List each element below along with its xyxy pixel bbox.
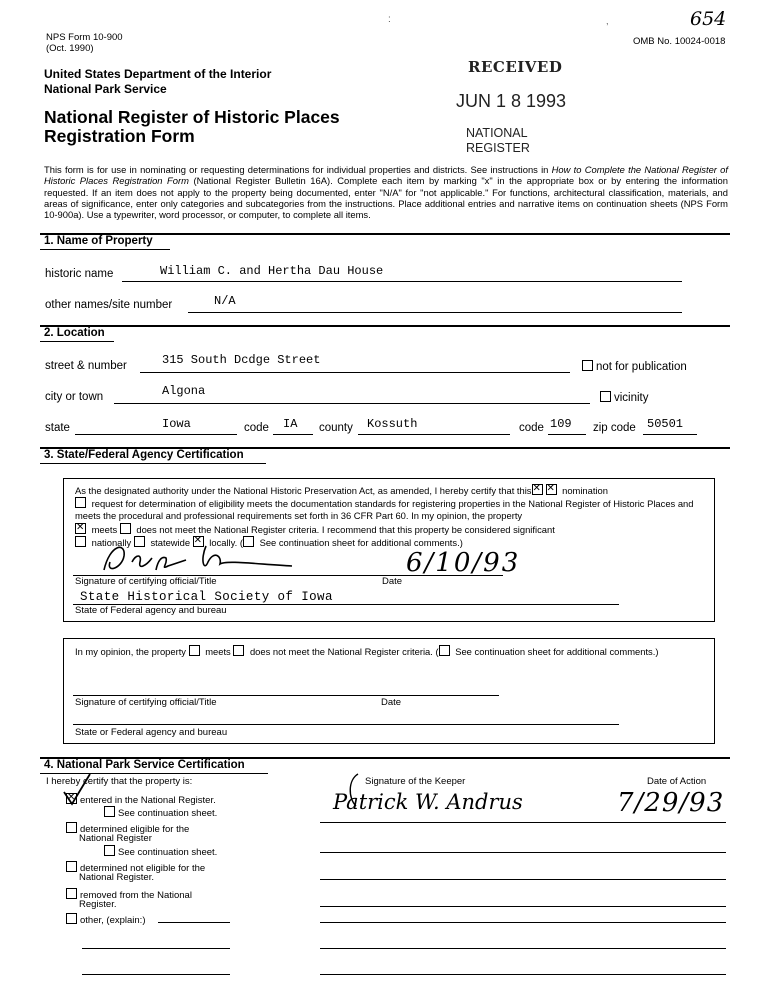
form-title-line2: Registration Form: [44, 126, 195, 146]
option-removed[interactable]: removed from the National: [66, 888, 192, 901]
agency-label: State of Federal agency and bureau: [75, 605, 227, 616]
option-eligible-continuation[interactable]: See continuation sheet.: [104, 845, 217, 858]
street-field[interactable]: 315 South Dcdge Street: [162, 353, 321, 367]
opinion-meets-checkbox[interactable]: [189, 645, 200, 656]
does-not-meet-checkbox[interactable]: [120, 523, 131, 534]
instructions: This form is for use in nominating or requesting determinations for individual properties and districts. See instructions in How to Complete the National Register of Historic Places Registration Form (National Register Bulletin 16A). Complete each item by marking "x" in the appropriate box or by entering the information requested. If an item does not apply to the property being documented, enter "N/A" for "not applicable." For functions, architectural classification, materials, and areas of significance, enter only categories and subcategories from the instructions. Place additional entries and narrative items on continuation sheets (NPS Form 10-900a). Use a typewriter, word processor, or computer, to complete all items.: [44, 164, 728, 221]
nps-intro: I hereby certify that the property is:: [46, 776, 193, 787]
option-eligible-line2: National Register: [79, 833, 152, 844]
nomination-checkbox-2[interactable]: [546, 484, 557, 495]
section-4-heading: 4. National Park Service Certification: [44, 759, 245, 771]
option-entered-continuation[interactable]: See continuation sheet.: [104, 806, 217, 819]
county-code-field[interactable]: 109: [550, 417, 572, 431]
historic-name-label: historic name: [45, 268, 114, 280]
action-date: 7/29/93: [617, 788, 725, 818]
county-label: county: [319, 422, 353, 434]
request-checkbox[interactable]: [75, 497, 86, 508]
form-id: NPS Form 10-900: [46, 32, 123, 43]
county-code-label: code: [519, 422, 544, 434]
department: United States Department of the Interior: [44, 67, 272, 81]
signature-official-label: Signature of certifying official/Title: [75, 576, 217, 587]
certifying-official-signature: [96, 540, 296, 578]
state-code-field[interactable]: IA: [283, 417, 298, 431]
vicinity-option[interactable]: vicinity: [600, 391, 649, 404]
county-field[interactable]: Kossuth: [367, 417, 418, 431]
option-removed-line2: Register.: [79, 899, 117, 910]
stamp-register: REGISTER: [466, 141, 530, 155]
other-checkbox[interactable]: [66, 913, 77, 924]
date-of-action-label: Date of Action: [647, 776, 707, 787]
eligible-checkbox[interactable]: [66, 822, 77, 833]
certification-date: 6/10/93: [406, 548, 521, 578]
option-other[interactable]: other, (explain:): [66, 913, 145, 926]
street-label: street & number: [45, 360, 127, 372]
section-2-heading: 2. Location: [44, 327, 105, 339]
option-not-eligible[interactable]: determined not eligible for the: [66, 861, 205, 874]
vicinity-checkbox[interactable]: [600, 391, 611, 402]
eligible-continuation-checkbox[interactable]: [104, 845, 115, 856]
other-names-label: other names/site number: [45, 299, 173, 311]
state-certification-text: As the designated authority under the National Historic Preservation Act, as amended, I hereby certify that this✕✕ nomination request for determination of eligibility meets the documentation standards for registering properties in the National Register of Historic Places and meets the procedural and professional requirements set forth in 36 CFR Part 60. In my opinion, the property ✕ meets does not meet the National Register criteria. I recommend that this property be considered significant nationally statewide ✕ locally. ( See continuation sheet for additional comments.): [75, 484, 705, 549]
state-label: state: [45, 422, 70, 434]
nomination-checkbox[interactable]: [532, 484, 543, 495]
option-not-eligible-line2: National Register.: [79, 872, 154, 883]
opinion-agency-label: State or Federal agency and bureau: [75, 727, 228, 738]
option-eligible[interactable]: determined eligible for the: [66, 822, 189, 835]
form-date: (Oct. 1990): [46, 43, 94, 54]
other-names-field[interactable]: N/A: [214, 294, 236, 308]
keeper-signature: Patrick W. Andrus: [333, 790, 523, 814]
zip-field[interactable]: 50501: [647, 417, 684, 431]
opinion-does-not-meet-checkbox[interactable]: [233, 645, 244, 656]
opinion-date-label: Date: [381, 697, 402, 708]
not-eligible-checkbox[interactable]: [66, 861, 77, 872]
not-for-publication-checkbox[interactable]: [582, 360, 593, 371]
opinion-signature-label: Signature of certifying official/Title: [75, 697, 217, 708]
city-field[interactable]: Algona: [162, 384, 206, 398]
city-label: city or town: [45, 391, 104, 403]
stamp-mark: :: [388, 14, 391, 25]
service: National Park Service: [44, 82, 167, 96]
date-label: Date: [382, 576, 403, 587]
removed-checkbox[interactable]: [66, 888, 77, 899]
stamp-mark: ,: [606, 16, 609, 26]
stamp-date: JUN 1 8 1993: [456, 91, 567, 111]
agency-field[interactable]: State Historical Society of Iowa: [80, 590, 333, 604]
entered-checkbox[interactable]: [66, 793, 77, 804]
handwritten-number: 654: [690, 8, 727, 30]
option-entered[interactable]: ✕entered in the National Register.: [66, 793, 216, 806]
state-code-label: code: [244, 422, 269, 434]
state-field[interactable]: Iowa: [162, 417, 191, 431]
historic-name-field[interactable]: William C. and Hertha Dau House: [160, 264, 384, 278]
section-1-heading: 1. Name of Property: [44, 235, 153, 247]
section-3-heading: 3. State/Federal Agency Certification: [44, 449, 244, 461]
opinion-continuation-checkbox[interactable]: [439, 645, 450, 656]
form-title-line1: National Register of Historic Places: [44, 107, 340, 127]
zip-label: zip code: [593, 422, 636, 434]
stamp-received: RECEIVED: [468, 58, 563, 76]
meets-checkbox[interactable]: [75, 523, 86, 534]
stamp-national: NATIONAL: [466, 126, 528, 140]
opinion-text: In my opinion, the property meets does not meet the National Register criteria. ( See continuation sheet for additional comments.): [75, 646, 659, 657]
entered-continuation-checkbox[interactable]: [104, 806, 115, 817]
not-for-publication-option[interactable]: not for publication: [582, 360, 687, 373]
nationally-checkbox[interactable]: [75, 536, 86, 547]
keeper-label: Signature of the Keeper: [365, 776, 466, 787]
omb-number: OMB No. 10024-0018: [633, 36, 726, 47]
